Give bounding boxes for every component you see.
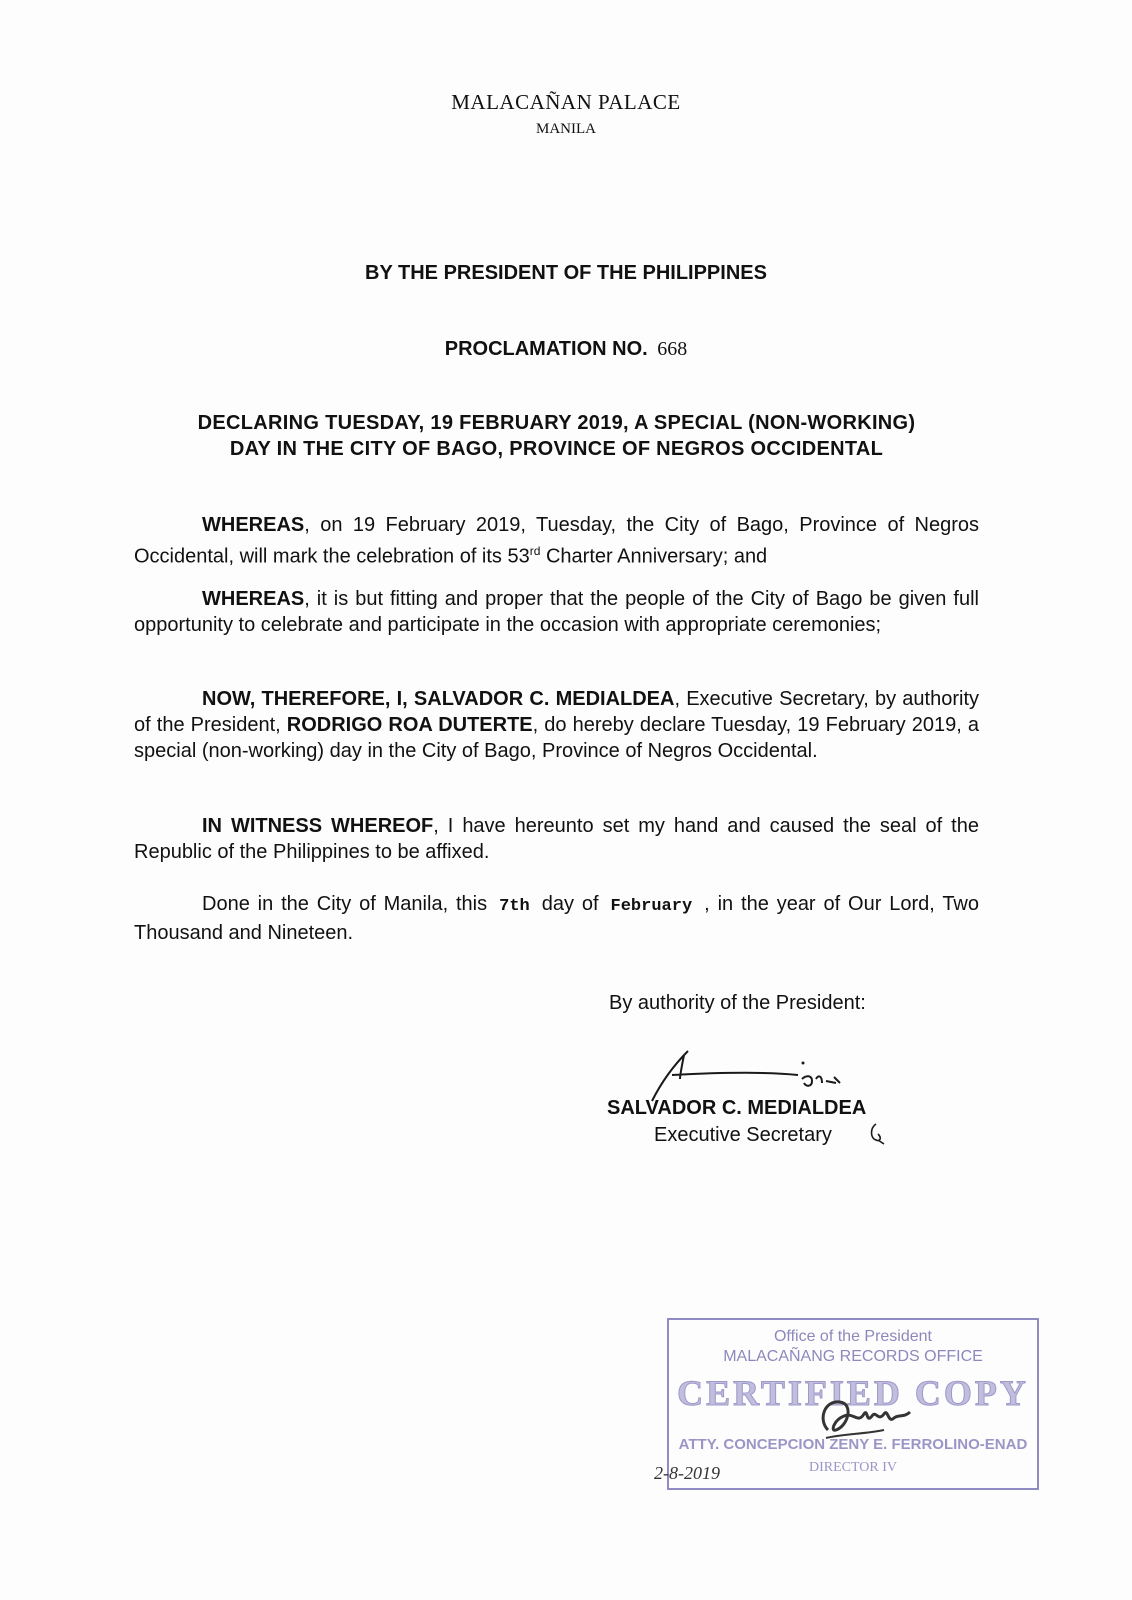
handwritten-date-graphic [650,1457,760,1487]
paragraph-whereas-2 [134,586,979,638]
proclamation-label: PROCLAMATION NO. [444,338,648,360]
ordinal-suffix: rd [529,544,541,558]
stamp-office-line: Office of the President [773,1328,932,1345]
signatory-name: SALVADOR C. MEDIALDEA [607,1097,867,1119]
stamp-signature [814,1390,924,1450]
paragraph-5-text-b: day of [541,893,599,915]
paragraph-whereas-1 [134,512,979,570]
paragraph-3-text-a: , Executive Secretary, by authority of the President, [134,688,979,736]
by-authority-line: By authority of the President: [609,992,866,1014]
proclamation-number: 668 [657,338,688,360]
paragraph-4-text: , I have hereunto set my hand and caused the seal of the Republic of the Philippines to be affixed. [134,815,979,863]
handwritten-date [650,1457,760,1492]
header-city: MANILA [536,121,596,137]
paragraph-now-therefore [134,686,979,764]
whereas-lead-1: WHEREAS [202,514,305,536]
paragraph-5-text-a: Done in the City of Manila, this [202,893,488,915]
stamp-certified-copy: CERTIFIED COPY [677,1373,1029,1413]
paragraph-1-text-a: , on 19 February 2019, Tuesday, the City of Bago, Province of Negros Occidental, will mark the celebration of its 53 [134,514,979,568]
by-the-president-heading: BY THE PRESIDENT OF THE PHILIPPINES [365,262,767,284]
paragraph-5-text-c: , in the year of Our Lord, Two Thousand and Nineteen. [134,893,979,944]
stamp-records-office-line: MALACAÑANG RECORDS OFFICE [723,1348,983,1365]
paragraph-1-text-b: Charter Anniversary; and [540,545,768,568]
paragraph-3-text-b: , do hereby declare Tuesday, 19 February 2019, a special (non-working) day in the City of Bago, Province of Negros Occidental. [134,714,979,762]
executive-secretary-signature [650,1045,870,1105]
filled-month: February [610,897,693,916]
signatory-title: Executive Secretary [654,1124,832,1146]
paragraph-done-in [134,891,979,946]
proclamation-title [134,410,979,462]
stamp-signatory-title: DIRECTOR IV [808,1460,898,1475]
header-palace: MALACAÑAN PALACE [451,90,681,114]
whereas-lead-2: WHEREAS [202,588,305,610]
handwritten-initial-icon [866,1120,886,1148]
stamp-signatory-name: ATTY. CONCEPCION ZENY E. FERROLINO-ENAD [678,1436,1028,1453]
in-witness-lead: IN WITNESS WHEREOF [202,815,434,837]
title-line-2: DAY IN THE CITY OF BAGO, PROVINCE OF NEGROS OCCIDENTAL [229,438,884,460]
paragraph-in-witness [134,813,979,865]
title-line-1: DECLARING TUESDAY, 19 FEBRUARY 2019, A SPECIAL (NON-WORKING) [197,412,916,434]
now-therefore-lead: NOW, THEREFORE, I, SALVADOR C. MEDIALDEA [202,688,675,710]
filled-day: 7th [499,897,530,916]
proclamation-heading [0,338,1132,361]
president-name: RODRIGO ROA DUTERTE [286,714,533,736]
handwritten-date-text: 2-8-2019 [654,1463,720,1483]
paragraph-2-text: , it is but fitting and proper that the people of the City of Bago be given full opportunity to celebrate and participate in the occasion with appropriate ceremonies; [134,588,979,636]
